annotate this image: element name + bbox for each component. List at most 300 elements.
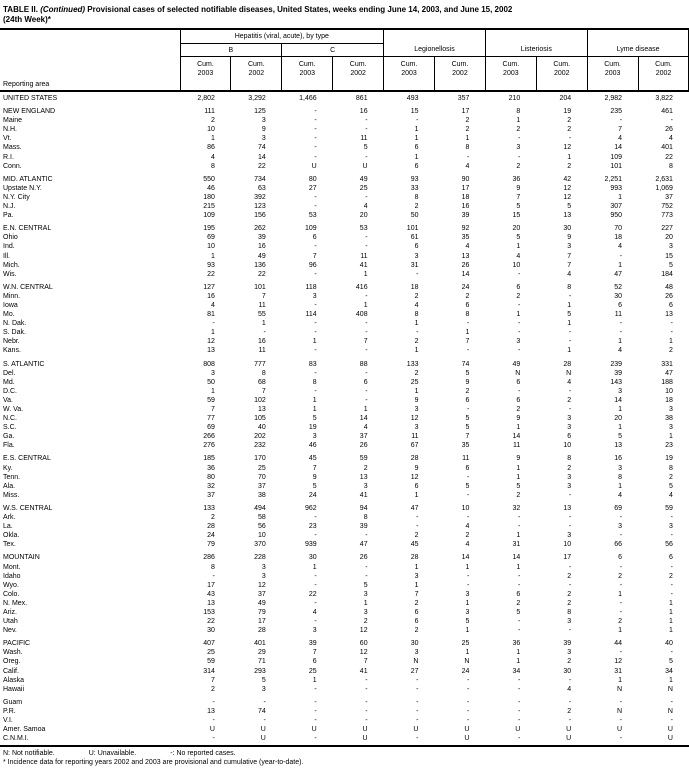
row-label: Pa. <box>3 212 14 220</box>
cell-value: 1 <box>363 270 368 278</box>
cell-value: 17 <box>207 581 215 589</box>
table-row <box>0 270 689 279</box>
cell-value: 22 <box>257 162 266 170</box>
cell-value: 2 <box>567 396 572 404</box>
table-row <box>0 292 689 301</box>
cell-value: 461 <box>661 108 673 116</box>
cell-value: - <box>314 347 317 355</box>
cell-value: 3 <box>465 608 470 616</box>
row-label: Ark. <box>3 514 16 522</box>
cell-value: - <box>180 734 231 746</box>
cell-value: 14 <box>512 554 521 562</box>
cell-value: 2 <box>414 369 419 377</box>
cell-value: - <box>619 532 623 540</box>
cell-value: 34 <box>665 667 673 675</box>
cell-value: 17 <box>257 618 266 626</box>
cell-value: 2 <box>210 685 215 693</box>
table-row <box>0 387 689 396</box>
cell-value: 7 <box>465 433 470 441</box>
cell-value: U <box>362 726 368 734</box>
cell-value: 156 <box>254 212 266 220</box>
cell-value: 1 <box>465 563 470 571</box>
cell-value: - <box>416 270 419 278</box>
cell-value: 8 <box>261 369 266 377</box>
table-row <box>0 590 689 599</box>
cell-value: 2 <box>465 292 470 300</box>
cell-value: - <box>365 234 368 242</box>
cell-value: - <box>619 514 623 522</box>
row-label: Colo. <box>3 590 20 598</box>
cell-value: 6 <box>312 234 317 242</box>
row-label: Maine <box>3 117 23 125</box>
cell-value: - <box>467 572 470 580</box>
cell-value: 188 <box>661 378 673 386</box>
cell-value: 12 <box>359 649 368 657</box>
cell-value: 19 <box>308 424 317 432</box>
table-number: TABLE II. <box>3 5 41 14</box>
cell-value: 777 <box>254 360 266 368</box>
cell-value: 28 <box>207 523 215 531</box>
cell-value: 26 <box>359 442 368 450</box>
cell-value: 37 <box>207 491 215 499</box>
cell-value: 4 <box>465 523 470 531</box>
cell-value: 70 <box>614 225 623 233</box>
cell-value: 4 <box>618 243 623 251</box>
cell-value: 25 <box>461 640 470 648</box>
row-label: S. Dak. <box>3 329 26 337</box>
cell-value: 20 <box>359 212 368 220</box>
cell-value: 1 <box>567 347 572 355</box>
header-group-row <box>0 30 689 44</box>
cell-value: 8 <box>618 473 623 481</box>
cell-value: 7 <box>363 658 368 666</box>
cell-value: - <box>365 320 368 328</box>
table-row <box>0 725 689 734</box>
cell-value: 2 <box>465 532 470 540</box>
cell-value: U <box>362 162 368 170</box>
cell-value: 14 <box>461 270 470 278</box>
cell-value: 4 <box>363 203 368 211</box>
table-row <box>0 220 689 233</box>
table-row <box>0 500 689 513</box>
cell-value: 48 <box>665 283 673 291</box>
cell-value: - <box>365 347 368 355</box>
cell-value: 1 <box>261 320 266 328</box>
table-row <box>0 450 689 463</box>
cell-value: - <box>568 523 572 531</box>
cell-value: 266 <box>203 433 215 441</box>
cell-value: U <box>434 734 485 746</box>
cell-value: 9 <box>567 234 572 242</box>
cell-value: - <box>467 707 470 715</box>
cell-value: 67 <box>410 442 419 450</box>
cell-value: 1 <box>618 406 623 413</box>
cell-value: 2 <box>363 618 368 626</box>
cell-value: 47 <box>410 504 419 512</box>
row-label: Iowa <box>3 301 18 309</box>
cell-value: 24 <box>461 667 470 675</box>
cell-value: 44 <box>614 640 623 648</box>
cell-value: 8 <box>516 108 521 116</box>
cell-value: 10 <box>207 243 215 251</box>
cell-value: 401 <box>254 640 266 648</box>
cell-value: 4 <box>210 153 215 161</box>
cell-value: 11 <box>462 455 470 463</box>
cell-value: - <box>314 618 317 626</box>
cell-value: - <box>517 320 521 328</box>
cell-value: 28 <box>257 627 266 635</box>
table-row <box>0 396 689 405</box>
cell-value: 10 <box>461 504 470 512</box>
cell-value: 6 <box>618 554 623 562</box>
cell-value: 59 <box>207 658 215 666</box>
cell-value: 38 <box>257 491 266 499</box>
cell-value: 34 <box>512 667 521 675</box>
cell-value: 42 <box>563 175 572 183</box>
cell-value: 5 <box>261 676 266 684</box>
cell-value: - <box>467 676 470 684</box>
cell-value: U <box>617 726 623 734</box>
cell-value: 6 <box>516 590 521 598</box>
row-label: W.N. CENTRAL <box>3 283 53 291</box>
cell-value: 7 <box>312 649 317 657</box>
table-row <box>0 301 689 310</box>
table-row <box>0 153 689 162</box>
cell-value: 3 <box>312 433 317 441</box>
title-text: Provisional cases of selected notifiable diseases, United States, weeks ending June 14, 2003, and June 15, 2002 <box>85 5 513 14</box>
cell-value: U <box>413 726 419 734</box>
cell-value: 24 <box>308 491 317 499</box>
cell-value: - <box>314 581 317 589</box>
table-row <box>0 617 689 626</box>
cell-value: 69 <box>614 504 623 512</box>
cell-value: 10 <box>512 261 521 269</box>
table-row <box>0 464 689 473</box>
cell-value: 7 <box>261 292 266 300</box>
cell-value: 114 <box>305 311 317 319</box>
cell-value: 4 <box>669 491 673 499</box>
cell-value: 1,466 <box>299 95 317 102</box>
cell-value: 30 <box>207 627 215 635</box>
cell-value: - <box>670 698 673 706</box>
cell-value: 1 <box>363 301 368 309</box>
row-label: Wis. <box>3 270 17 278</box>
cell-value: 1 <box>414 320 419 328</box>
cell-value: N <box>413 658 419 666</box>
cell-value: 88 <box>359 360 368 368</box>
cell-value: - <box>314 572 317 580</box>
row-label: N.Y. City <box>3 193 30 201</box>
cell-value: 36 <box>207 464 215 472</box>
cell-value: - <box>467 698 470 706</box>
cell-value: - <box>263 698 266 706</box>
cell-value: 7 <box>567 252 572 260</box>
cell-value: - <box>670 581 673 589</box>
cell-value: 11 <box>258 347 266 355</box>
table-row <box>0 346 689 355</box>
cell-value: 1 <box>618 424 623 432</box>
cell-value: 39 <box>614 369 623 377</box>
row-label: Mich. <box>3 261 20 269</box>
cell-value: 12 <box>359 627 368 635</box>
cell-value: 993 <box>610 184 623 192</box>
cell-value: 4 <box>465 541 470 549</box>
cell-value: 4 <box>567 378 572 386</box>
cell-value: 1 <box>567 320 572 328</box>
cell-value: 101 <box>406 225 419 233</box>
cell-value: - <box>568 514 572 522</box>
cell-value: 307 <box>610 203 623 211</box>
cell-value: 1 <box>618 193 623 201</box>
cell-value: 3 <box>210 369 215 377</box>
cell-value: 13 <box>563 212 572 220</box>
cell-value: 1 <box>516 243 521 251</box>
cell-value: - <box>517 581 521 589</box>
cell-value: 962 <box>304 504 317 512</box>
row-label: Nebr. <box>3 338 20 346</box>
cell-value: 2 <box>567 658 572 666</box>
cell-value: 5 <box>363 144 368 152</box>
cell-value: 2 <box>414 203 419 211</box>
cell-value: 3 <box>567 649 572 657</box>
cell-value: 3 <box>414 406 419 413</box>
row-label: Mass. <box>3 144 22 152</box>
table-row <box>0 356 689 369</box>
cell-value: 210 <box>508 95 521 102</box>
cell-value: 24 <box>461 283 470 291</box>
cell-value: 1 <box>618 676 623 684</box>
cell-value: 8 <box>567 608 572 616</box>
row-label: V.I. <box>3 717 13 724</box>
cell-value: 1 <box>312 396 317 404</box>
cell-value: 133 <box>203 504 215 512</box>
cell-value: N <box>515 369 521 377</box>
cell-value: - <box>670 590 673 598</box>
cell-value: 293 <box>254 667 266 675</box>
table-row <box>0 716 689 725</box>
cell-value: 1 <box>516 563 521 571</box>
cell-value: - <box>314 193 317 201</box>
cell-value: 3 <box>261 117 266 125</box>
table-row <box>0 202 689 211</box>
cell-value: 6 <box>312 658 317 666</box>
row-label: E.S. CENTRAL <box>3 455 51 463</box>
cell-value: 13 <box>359 473 368 481</box>
cell-value: 2 <box>618 572 623 580</box>
table-row <box>0 676 689 685</box>
cell-value: U <box>638 734 689 746</box>
cell-value: 3 <box>414 649 419 657</box>
cell-value: 26 <box>461 261 470 269</box>
cell-value: 60 <box>359 640 368 648</box>
table-row <box>0 423 689 432</box>
cell-value: 550 <box>203 175 215 183</box>
cell-value: 17 <box>461 184 470 192</box>
cell-value: - <box>467 347 470 355</box>
disease-table <box>0 30 689 747</box>
cell-value: 53 <box>359 225 368 233</box>
cell-value: 79 <box>207 541 215 549</box>
row-label: N.C. <box>3 415 17 423</box>
cell-value: 10 <box>563 442 572 450</box>
cell-value: 401 <box>661 144 673 152</box>
cell-value: 3,822 <box>655 95 673 102</box>
cell-value: 202 <box>254 433 266 441</box>
cell-value: - <box>416 685 419 693</box>
cell-value: 16 <box>257 338 266 346</box>
cell-value: - <box>568 676 572 684</box>
cell-value: - <box>568 717 572 724</box>
cell-value: 370 <box>254 541 266 549</box>
cell-value: - <box>467 473 470 481</box>
cell-value: - <box>314 369 317 377</box>
cell-value: 7 <box>210 406 215 413</box>
cell-value: 56 <box>665 541 673 549</box>
cell-value: 5 <box>516 482 521 490</box>
cell-value: 2,982 <box>604 95 623 102</box>
cell-value: - <box>517 685 521 693</box>
incidence-note: * Incidence data for reporting years 2002 and 2003 are provisional and cumulative (year-to-date). <box>3 759 304 767</box>
cell-value: 5 <box>516 608 521 616</box>
cell-value: 27 <box>308 184 317 192</box>
table-row <box>0 211 689 220</box>
cell-value: 7 <box>465 338 470 346</box>
cell-value: 1 <box>465 329 470 337</box>
cell-value: 13 <box>207 599 215 607</box>
cell-value: 61 <box>410 234 419 242</box>
row-label: Kans. <box>3 347 21 355</box>
cell-value: 12 <box>563 144 572 152</box>
table-row <box>0 319 689 328</box>
continued-label: (Continued) <box>40 5 86 14</box>
column-header-6: Cum. 2002 <box>434 57 485 92</box>
row-label: C.N.M.I. <box>0 734 180 746</box>
cell-value: 74 <box>461 360 470 368</box>
row-label: N.H. <box>3 126 17 134</box>
row-label: R.I. <box>3 153 14 161</box>
row-label: S. ATLANTIC <box>3 360 45 368</box>
cell-value: - <box>314 329 317 337</box>
cell-value: 4 <box>414 301 419 309</box>
table-row <box>0 369 689 378</box>
cell-value: 8 <box>465 144 470 152</box>
cell-value: 66 <box>614 541 623 549</box>
cell-value: 195 <box>203 225 215 233</box>
cell-value: 3 <box>669 424 673 432</box>
cell-value: 228 <box>254 554 266 562</box>
cell-value: 9 <box>516 415 521 423</box>
cell-value: 3 <box>567 243 572 251</box>
cell-value: 10 <box>207 126 215 134</box>
cell-value: 185 <box>203 455 215 463</box>
cell-value: - <box>212 320 215 328</box>
cell-value: - <box>365 292 368 300</box>
cell-value: 18 <box>461 193 470 201</box>
cell-value: - <box>314 270 317 278</box>
cell-value: 2 <box>567 572 572 580</box>
table-body <box>0 91 689 746</box>
cell-value: 1 <box>465 649 470 657</box>
cell-value: - <box>517 717 521 724</box>
cell-value: 1 <box>312 338 317 346</box>
cell-value: 37 <box>257 482 266 490</box>
cell-value: 4 <box>312 608 317 616</box>
cell-value: 7 <box>312 464 317 472</box>
cell-value: - <box>263 717 266 724</box>
cell-value: 1 <box>414 387 419 395</box>
cell-value: 20 <box>665 234 673 242</box>
cell-value: - <box>619 329 623 337</box>
cell-value: 3 <box>261 572 266 580</box>
cell-value: 41 <box>359 261 368 269</box>
legend-line <box>3 749 685 758</box>
row-label: Ky. <box>3 464 13 472</box>
cell-value: 4 <box>618 491 623 499</box>
cell-value: 39 <box>257 234 266 242</box>
cell-value: 2 <box>414 532 419 540</box>
cell-value: - <box>517 514 521 522</box>
cell-value: 2 <box>669 473 673 481</box>
cell-value: - <box>568 292 572 300</box>
cell-value: 861 <box>355 95 368 102</box>
cell-value: U <box>231 734 282 746</box>
cell-value: - <box>619 649 623 657</box>
table-row <box>0 337 689 346</box>
cell-value: 11 <box>411 433 419 441</box>
cell-value: 40 <box>257 424 266 432</box>
cell-value: 12 <box>614 658 623 666</box>
cell-value: - <box>314 698 317 706</box>
cell-value: 8 <box>210 563 215 571</box>
cell-value: - <box>314 203 317 211</box>
cell-value: 2 <box>669 347 673 355</box>
cell-value: 16 <box>614 455 623 463</box>
cell-value: - <box>517 676 521 684</box>
table-row <box>0 252 689 261</box>
table-wrapper <box>0 28 689 747</box>
table-row <box>0 581 689 590</box>
title-week-line: (24th Week)* <box>3 15 51 24</box>
row-label: MOUNTAIN <box>3 554 40 562</box>
cell-value: - <box>517 698 521 706</box>
row-label: Alaska <box>3 676 25 684</box>
cell-value: 232 <box>254 442 266 450</box>
row-label: Tenn. <box>3 473 21 481</box>
cell-value: 2 <box>567 162 572 170</box>
cell-value: 25 <box>410 378 419 386</box>
cell-value: 11 <box>258 301 266 309</box>
cell-value: 5 <box>465 618 470 626</box>
cell-value: 2,631 <box>655 175 673 183</box>
legend-not-notifiable: N: Not notifiable. <box>3 750 55 758</box>
cell-value: 3,292 <box>248 95 266 102</box>
cell-value: 18 <box>410 283 419 291</box>
cell-value: 2 <box>516 599 521 607</box>
cell-value: U <box>667 726 673 734</box>
row-label: NEW ENGLAND <box>3 108 56 116</box>
cell-value: 5 <box>465 424 470 432</box>
cell-value: 36 <box>512 175 521 183</box>
cell-value: 94 <box>359 504 368 512</box>
table-row <box>0 707 689 716</box>
cell-value: 3 <box>567 482 572 490</box>
cell-value: 80 <box>308 175 317 183</box>
table-row <box>0 563 689 572</box>
cell-value: 13 <box>614 442 623 450</box>
row-label: N. Dak. <box>3 320 27 328</box>
cell-value: 7 <box>312 252 317 260</box>
cell-value: 1 <box>516 117 521 125</box>
